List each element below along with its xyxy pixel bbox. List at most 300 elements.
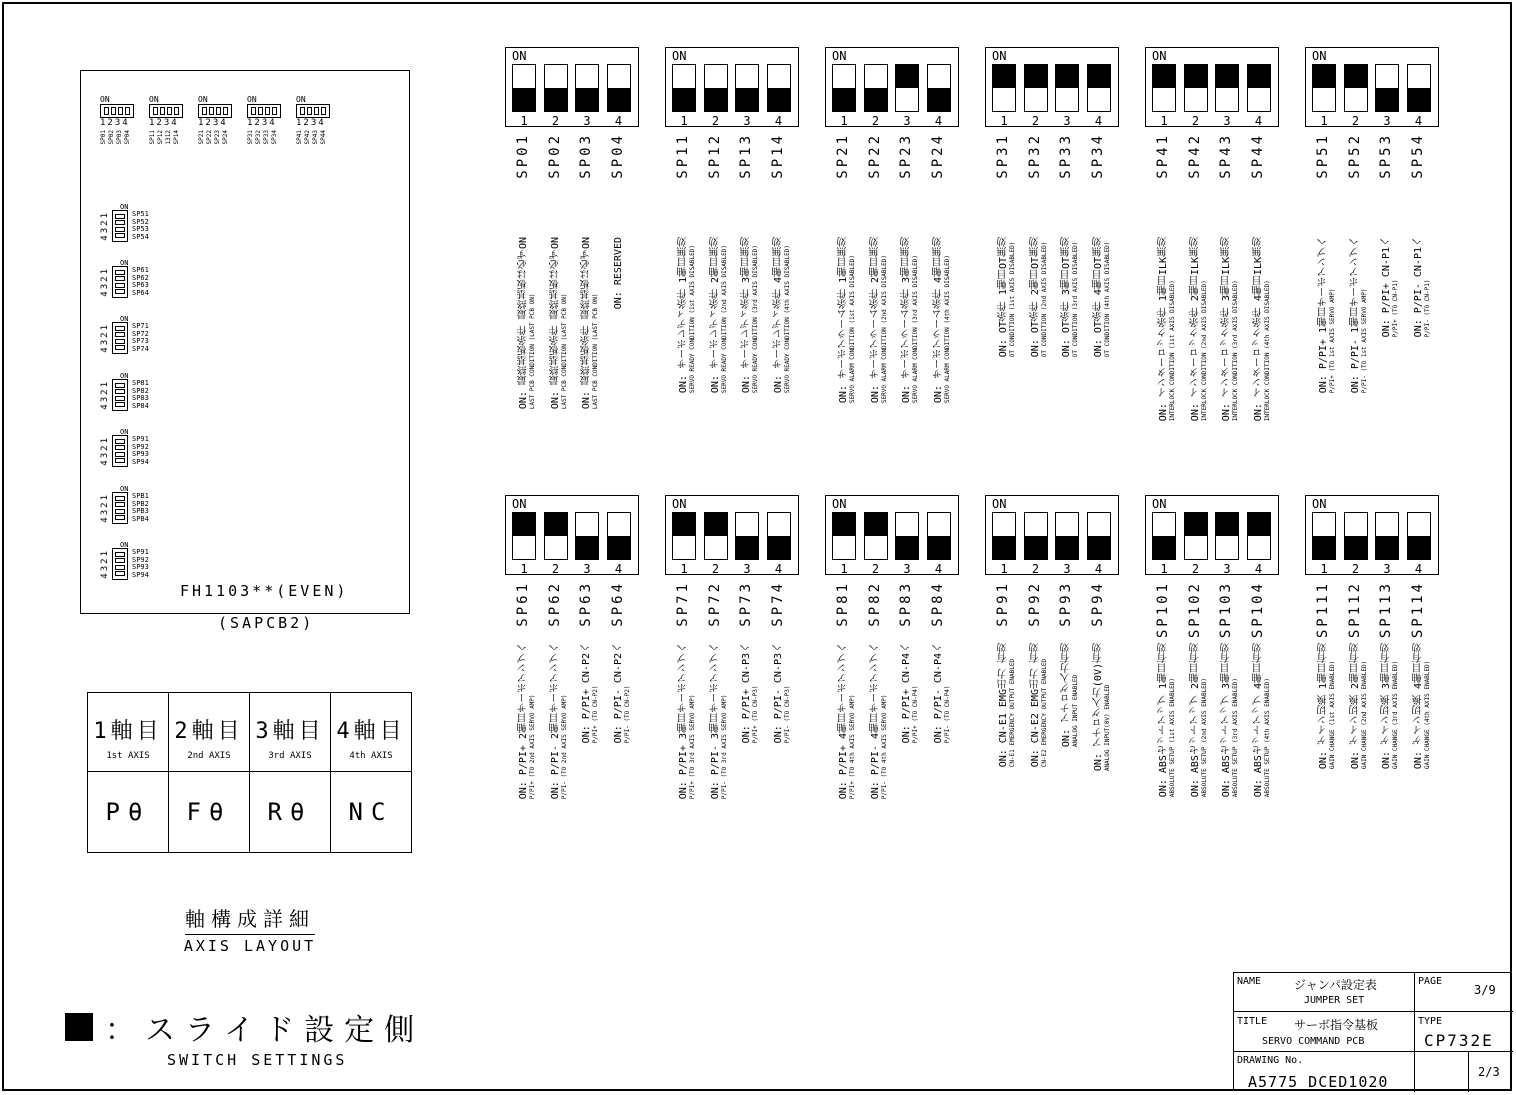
dip-cell	[115, 552, 125, 557]
switch-label: SP22	[866, 133, 883, 179]
pcb-name: FH1103**(EVEN)	[180, 582, 349, 600]
switch-numbers: 1234	[247, 118, 277, 128]
desc-main: ON: インターロック条件 3軸目ILK無効	[1221, 237, 1232, 422]
dip-cell	[864, 64, 888, 112]
board-left-switch	[100, 485, 149, 524]
dip-switch-body	[112, 492, 128, 524]
desc-sub: GAIN CHANGE (2nd AXIS ENABLED)	[1360, 660, 1368, 770]
dip-cell	[160, 107, 165, 115]
switch-description	[1222, 237, 1240, 421]
dip-switch	[1145, 47, 1279, 127]
desc-sub: P/PI+ (TO 2nd AXIS SERVO AMP)	[529, 694, 536, 800]
switch-description	[1382, 643, 1400, 769]
desc-sub: P/PI+ (TO CN-P3)	[752, 685, 759, 744]
dip-slider	[993, 65, 1015, 88]
dip-cell	[115, 227, 125, 232]
desc-sub: INTERLOCK CONDITION (1st AXIS DISABLED)	[1169, 280, 1176, 422]
dip-slider	[1248, 65, 1270, 88]
desc-main: ON: 最終基板条件 最終基板は必ずON	[518, 237, 529, 410]
dip-cell	[704, 64, 728, 112]
dip-cell	[115, 439, 125, 444]
desc-main: ON: サーボアラーム条件 1軸目無効	[838, 237, 849, 404]
dip-slider	[1153, 65, 1175, 88]
desc-main: ON: ゲイン切換 3軸目有効	[1381, 643, 1392, 770]
switch-names	[296, 130, 330, 144]
switch-description	[871, 643, 889, 799]
switch-numbers: 1234	[149, 118, 179, 128]
dip-slider	[833, 88, 855, 111]
dip-cell	[111, 107, 116, 115]
desc-sub: SERVO ALARM CONDITION (2nd AXIS DISABLED)	[880, 255, 888, 404]
switch-label: SP91	[995, 581, 1011, 627]
dip-switch-wrap	[112, 259, 129, 298]
desc-main: ON: P/PI+ CN-P2へ	[581, 643, 592, 744]
dip-cell	[115, 332, 125, 337]
axis-header-2: 2軸目 2nd AXIS	[169, 693, 250, 772]
dip-slider	[1088, 65, 1110, 88]
switch-name: SP11	[149, 130, 156, 145]
switch-name: SP92	[132, 442, 149, 451]
dip-cell	[115, 571, 125, 576]
on-label: ON	[120, 203, 129, 211]
dip-switch-body	[112, 322, 128, 354]
dip-cell	[735, 64, 759, 112]
switch-number: 2	[1351, 114, 1360, 128]
switch-names	[132, 436, 149, 466]
switch-numbers: 1234	[100, 118, 130, 128]
switch-names	[198, 130, 232, 144]
dip-slider	[545, 88, 567, 111]
dip-cell	[767, 64, 791, 112]
desc-sub: GAIN CHANGE (1st AXIS ENABLED)	[1329, 660, 1336, 770]
board-top-switch	[100, 96, 134, 144]
dip-cell	[1087, 64, 1111, 112]
on-label: ON	[120, 372, 129, 380]
dip-cell	[607, 512, 631, 560]
switch-description	[1351, 643, 1369, 769]
desc-main: ON: P/PI- 2軸目サーボアンプへ	[549, 643, 561, 800]
switch-number: 4	[934, 562, 943, 576]
switch-names	[132, 323, 149, 353]
dip-switch	[985, 495, 1119, 575]
dip-cell	[1375, 512, 1399, 560]
tb-divider-2	[1468, 1052, 1469, 1092]
dip-switch-wrap	[112, 428, 129, 467]
dip-slider	[833, 513, 855, 536]
switch-number: 3	[743, 114, 751, 128]
dip-switch	[1305, 47, 1439, 127]
switch-label: SP74	[769, 581, 786, 627]
dip-cell	[202, 107, 207, 115]
desc-sub: INTERLOCK CONDITION (4th AXIS DISABLED)	[1263, 280, 1271, 422]
axis-header-3: 3軸目 3rd AXIS	[250, 693, 331, 772]
switch-label: SP31	[995, 133, 1011, 179]
desc-sub: SERVO READY CONDITION (2nd AXIS DISABLED)	[720, 245, 728, 394]
board-top-switch	[247, 96, 281, 144]
dip-cell	[174, 107, 179, 115]
switch-number: 4	[934, 114, 943, 128]
switch-label: SP93	[1058, 581, 1074, 627]
dip-cell	[544, 512, 568, 560]
switch-group	[505, 47, 641, 410]
dip-cell	[115, 339, 125, 344]
desc-main: ON: OT条件 4軸目OT無効	[1092, 237, 1104, 358]
switch-name: SP91	[132, 435, 149, 443]
dip-cell	[1407, 64, 1431, 112]
switch-label: SP63	[578, 581, 594, 627]
dip-slider	[1345, 536, 1367, 559]
desc-main: ON: OT条件 2軸目OT無効	[1029, 237, 1041, 358]
dip-slider	[673, 513, 695, 536]
desc-main: ON: P/PI+ CN-P1へ	[1381, 237, 1392, 338]
dip-cell	[115, 509, 125, 514]
switch-label: SP23	[898, 133, 914, 179]
dip-slider	[705, 88, 727, 111]
switch-number: 2	[1191, 114, 1200, 128]
switch-label: SP82	[866, 581, 883, 627]
switch-group	[665, 47, 801, 407]
tb-drawing-key: DRAWING No.	[1237, 1055, 1304, 1066]
desc-sub: SERVO READY CONDITION (1st AXIS DISABLED)	[689, 245, 696, 394]
desc-sub: P/PI- (TO 3rd AXIS SERVO AMP)	[720, 694, 728, 800]
dip-slider	[1056, 536, 1078, 559]
on-label: ON	[120, 428, 129, 436]
desc-main: ON: P/PI- CN-P2へ	[612, 643, 624, 744]
switch-group	[665, 495, 801, 815]
dip-cell	[125, 107, 130, 115]
switch-number: 1	[1160, 562, 1168, 576]
switch-names	[100, 130, 134, 144]
switch-name: SP94	[132, 457, 149, 466]
dip-cell	[992, 512, 1016, 560]
switch-name: SP24	[222, 130, 229, 145]
dip-cell	[115, 452, 125, 457]
switch-group	[1305, 47, 1441, 407]
desc-sub: ABSOLUTE SETUP (4th AXIS ENABLED)	[1263, 677, 1271, 798]
switch-name: SP93	[132, 563, 149, 571]
dip-cell	[1024, 64, 1048, 112]
desc-sub: P/PI+ (TO 4th AXIS SERVO AMP)	[849, 694, 856, 800]
switch-names	[247, 130, 281, 144]
dip-cell	[1055, 64, 1079, 112]
dip-slider	[865, 513, 887, 536]
switch-name: SP33	[263, 130, 270, 145]
desc-main: ON: サーボアラーム条件 3軸目無効	[901, 237, 912, 404]
desc-sub: GAIN CHANGE (4th AXIS ENABLED)	[1423, 660, 1431, 770]
dip-switch-body	[112, 548, 128, 580]
switch-names	[132, 211, 149, 241]
desc-sub: P/PI+ (TO CN-P4)	[912, 685, 919, 744]
desc-main: ON: P/PI+ CN-P3へ	[741, 643, 752, 744]
filled-square-icon	[65, 1013, 93, 1041]
switch-name: SP63	[132, 281, 149, 289]
dip-slider	[1216, 65, 1238, 88]
on-label: ON	[672, 49, 687, 63]
desc-sub: P/PI- (TO CN-P4)	[943, 685, 951, 744]
desc-sub: ANALOG INPUT ENABLED	[1072, 674, 1079, 748]
switch-description	[582, 643, 600, 743]
desc-main: ON: ABSセットアップ 4軸目有効	[1252, 643, 1264, 798]
desc-main: ON: アナログ入力有効	[1061, 643, 1072, 748]
switch-label: SP81	[835, 581, 851, 627]
desc-sub: CN-E1 EMERGENCY OUTPUT ENABLED	[1009, 658, 1016, 768]
switch-description	[711, 237, 729, 393]
switch-description	[1062, 237, 1080, 357]
switch-description	[934, 237, 952, 403]
dip-slider	[545, 513, 567, 536]
dip-cell	[115, 402, 125, 407]
desc-main: ON: インターロック条件 1軸目ILK無効	[1158, 237, 1169, 422]
desc-main: ON: ABSセットアップ 2軸目有効	[1189, 643, 1201, 798]
switch-name: SP52	[132, 217, 149, 226]
switch-number: 4	[1094, 562, 1103, 576]
dip-cell	[223, 107, 228, 115]
dip-switch-body	[100, 104, 134, 118]
desc-sub: P/PI+ (TO 3rd AXIS SERVO AMP)	[689, 694, 696, 800]
desc-sub: ABSOLUTE SETUP (2nd AXIS ENABLED)	[1200, 677, 1208, 798]
dip-slider	[1408, 536, 1430, 559]
desc-main: ON: P/PI+ 3軸目サーボアンプへ	[678, 643, 689, 800]
switch-names	[132, 380, 149, 410]
dip-switch-body	[112, 379, 128, 411]
desc-main: ON: P/PI+ 4軸目サーボアンプへ	[838, 643, 849, 800]
switch-description	[1191, 643, 1209, 797]
on-label: ON	[120, 259, 129, 267]
desc-main: ON: サーボレディ条件 1軸目無効	[678, 237, 689, 394]
dip-slider	[576, 536, 598, 559]
on-label: ON	[247, 95, 257, 104]
desc-main: ON: P/PI+ 1軸目サーボアンプへ	[1318, 237, 1329, 394]
desc-sub: LAST PCB CONDITION (LAST PCB ON)	[592, 293, 599, 410]
switch-label: SP102	[1186, 581, 1203, 639]
dip-slider	[1216, 513, 1238, 536]
dip-cell	[209, 107, 214, 115]
switch-names	[132, 267, 149, 297]
board-top-switch	[296, 96, 330, 144]
dip-cell	[832, 64, 856, 112]
switch-numbers: 1234	[198, 118, 228, 128]
board-left-switch	[100, 428, 149, 467]
dip-cell	[895, 64, 919, 112]
dip-switch-body	[198, 104, 232, 118]
dip-cell	[1184, 64, 1208, 112]
switch-name: SP31	[247, 130, 254, 145]
switch-description	[1254, 237, 1272, 421]
switch-name: SPB4	[132, 514, 149, 523]
switch-description	[551, 237, 569, 409]
dip-slider	[928, 88, 950, 111]
axis-value-2: Fθ	[169, 772, 250, 853]
switch-number: 4	[1414, 114, 1423, 128]
desc-main: ON: サーボレディ条件 2軸目無効	[709, 237, 721, 394]
switch-description	[1414, 643, 1432, 769]
switch-description	[871, 237, 889, 403]
dip-cell	[115, 445, 125, 450]
on-label: ON	[992, 49, 1007, 63]
switch-number: 3	[743, 562, 751, 576]
desc-sub: INTERLOCK CONDITION (3rd AXIS DISABLED)	[1232, 280, 1239, 422]
on-label: ON	[100, 95, 110, 104]
dip-cell	[1407, 512, 1431, 560]
switch-numbers: 4321	[100, 323, 110, 353]
switch-description	[1031, 237, 1049, 357]
on-label: ON	[512, 497, 527, 511]
desc-sub: ABSOLUTE SETUP (1st AXIS ENABLED)	[1169, 677, 1176, 798]
switch-label: SP42	[1186, 133, 1203, 179]
on-label: ON	[992, 497, 1007, 511]
dip-switch-body	[149, 104, 183, 118]
switch-name: SP94	[132, 570, 149, 579]
dip-slider	[928, 536, 950, 559]
dip-cell	[115, 233, 125, 238]
switch-number: 4	[1254, 562, 1263, 576]
dip-switch	[825, 47, 959, 127]
dip-cell	[927, 512, 951, 560]
switch-description	[614, 237, 623, 309]
switch-description	[679, 643, 697, 799]
switch-label: SP64	[609, 581, 626, 627]
dip-slider	[768, 88, 790, 111]
switch-description	[742, 237, 760, 393]
dip-switch-wrap	[112, 541, 129, 580]
desc-main: ON: CN-E2 EMG出力 有効	[1029, 643, 1041, 768]
dip-switch-wrap	[112, 485, 129, 524]
dip-cell	[1312, 64, 1336, 112]
dip-slider	[896, 65, 918, 88]
desc-sub: CN-E2 EMERGENCY OUTPUT ENABLED	[1040, 658, 1048, 768]
dip-slider	[1153, 536, 1175, 559]
desc-sub: P/PI- (TO CN-P1)	[1423, 279, 1431, 338]
switch-number: 4	[1414, 562, 1423, 576]
switch-label: SP54	[1409, 133, 1426, 179]
switch-label: SP32	[1026, 133, 1043, 179]
switch-number: 3	[583, 114, 591, 128]
dip-cell	[300, 107, 305, 115]
switch-name: SP83	[132, 394, 149, 402]
on-label: ON	[120, 485, 129, 493]
switch-number: 2	[551, 114, 560, 128]
tb-page-val: 3/9	[1474, 983, 1496, 997]
switch-number: 2	[871, 114, 880, 128]
switch-label: SP33	[1058, 133, 1074, 179]
switch-name: SP74	[132, 344, 149, 353]
dip-cell	[832, 512, 856, 560]
tb-sheet-val: 2/3	[1478, 1065, 1500, 1079]
desc-main: ON: ゲイン切換 2軸目有効	[1349, 643, 1361, 770]
dip-switch	[665, 47, 799, 127]
switch-description	[934, 643, 952, 743]
axis-value-4: NC	[331, 772, 412, 853]
desc-main: ON: P/PI- 4軸目サーボアンプへ	[869, 643, 881, 800]
switch-description	[1031, 643, 1049, 767]
desc-main: ON: サーボレディ条件 3軸目無効	[741, 237, 752, 394]
switch-name: SP34	[271, 130, 278, 145]
switch-number: 2	[711, 562, 720, 576]
dip-slider	[1345, 65, 1367, 88]
on-label: ON	[198, 95, 208, 104]
dip-slider	[1025, 65, 1047, 88]
dip-cell	[704, 512, 728, 560]
dip-cell	[607, 64, 631, 112]
dip-cell	[1152, 64, 1176, 112]
switch-label: SP34	[1089, 133, 1106, 179]
dip-switch	[1145, 495, 1279, 575]
dip-cell	[992, 64, 1016, 112]
desc-main: ON: ゲイン切換 4軸目有効	[1412, 643, 1424, 770]
switch-description	[742, 643, 760, 743]
tb-name-jp: ジャンパ設定表	[1294, 978, 1377, 992]
on-label: ON	[149, 95, 159, 104]
switch-description	[902, 643, 920, 743]
dip-slider	[1408, 88, 1430, 111]
switch-name: SPB2	[132, 499, 149, 508]
switch-numbers: 4321	[100, 380, 110, 410]
dip-switch-wrap	[112, 315, 129, 354]
switch-label: SP51	[1315, 133, 1331, 179]
desc-sub: INTERLOCK CONDITION (2nd AXIS DISABLED)	[1200, 280, 1208, 422]
switch-number: 1	[840, 114, 848, 128]
switch-number: 3	[903, 562, 911, 576]
switch-label: SP43	[1218, 133, 1234, 179]
dip-cell	[1184, 512, 1208, 560]
switch-numbers: 4321	[100, 211, 110, 241]
dip-cell	[672, 64, 696, 112]
desc-main: ON: OT条件 3軸目OT無効	[1061, 237, 1072, 358]
desc-sub: SERVO READY CONDITION (4th AXIS DISABLED)	[783, 245, 791, 394]
switch-description	[711, 643, 729, 799]
switch-label: SP44	[1249, 133, 1266, 179]
desc-sub: LAST PCB CONDITION (LAST PCB ON)	[560, 293, 568, 410]
desc-main: ON: サーボレディ条件 4軸目無効	[772, 237, 784, 394]
switch-numbers: 4321	[100, 267, 110, 297]
switch-number: 2	[1191, 562, 1200, 576]
dip-slider	[896, 536, 918, 559]
desc-sub: OT CONDITION (2nd AXIS DISABLED)	[1040, 241, 1048, 358]
switch-description	[1159, 643, 1177, 797]
dip-cell	[115, 276, 125, 281]
switch-description	[774, 643, 792, 743]
dip-cell	[118, 107, 123, 115]
switch-names	[132, 549, 149, 579]
switch-number: 4	[614, 114, 623, 128]
desc-sub: P/PI- (TO CN-P3)	[783, 685, 791, 744]
switch-label: SP112	[1346, 581, 1363, 639]
dip-switch-body	[112, 435, 128, 467]
legend-jp: ：スライド設定側	[105, 1013, 425, 1048]
dip-cell	[115, 458, 125, 463]
desc-sub: SERVO ALARM CONDITION (1st AXIS DISABLED)	[849, 255, 856, 404]
switch-number: 4	[774, 114, 783, 128]
switch-description	[582, 237, 600, 409]
switch-description	[1254, 643, 1272, 797]
switch-description	[1094, 237, 1112, 357]
dip-cell	[153, 107, 158, 115]
switch-number: 4	[1254, 114, 1263, 128]
dip-cell	[115, 515, 125, 520]
switch-label: SP101	[1155, 581, 1171, 639]
dip-cell	[895, 512, 919, 560]
switch-name: SP12	[157, 130, 164, 145]
switch-label: SP04	[609, 133, 626, 179]
dip-cell	[115, 502, 125, 507]
switch-description	[1159, 237, 1177, 421]
switch-label: SP01	[515, 133, 531, 179]
desc-sub: P/PI- (TO 4th AXIS SERVO AMP)	[880, 694, 888, 800]
desc-main: ON: P/PI- 1軸目サーボアンプへ	[1349, 237, 1361, 394]
dip-cell	[115, 383, 125, 388]
dip-cell	[1024, 512, 1048, 560]
dip-cell	[115, 326, 125, 331]
